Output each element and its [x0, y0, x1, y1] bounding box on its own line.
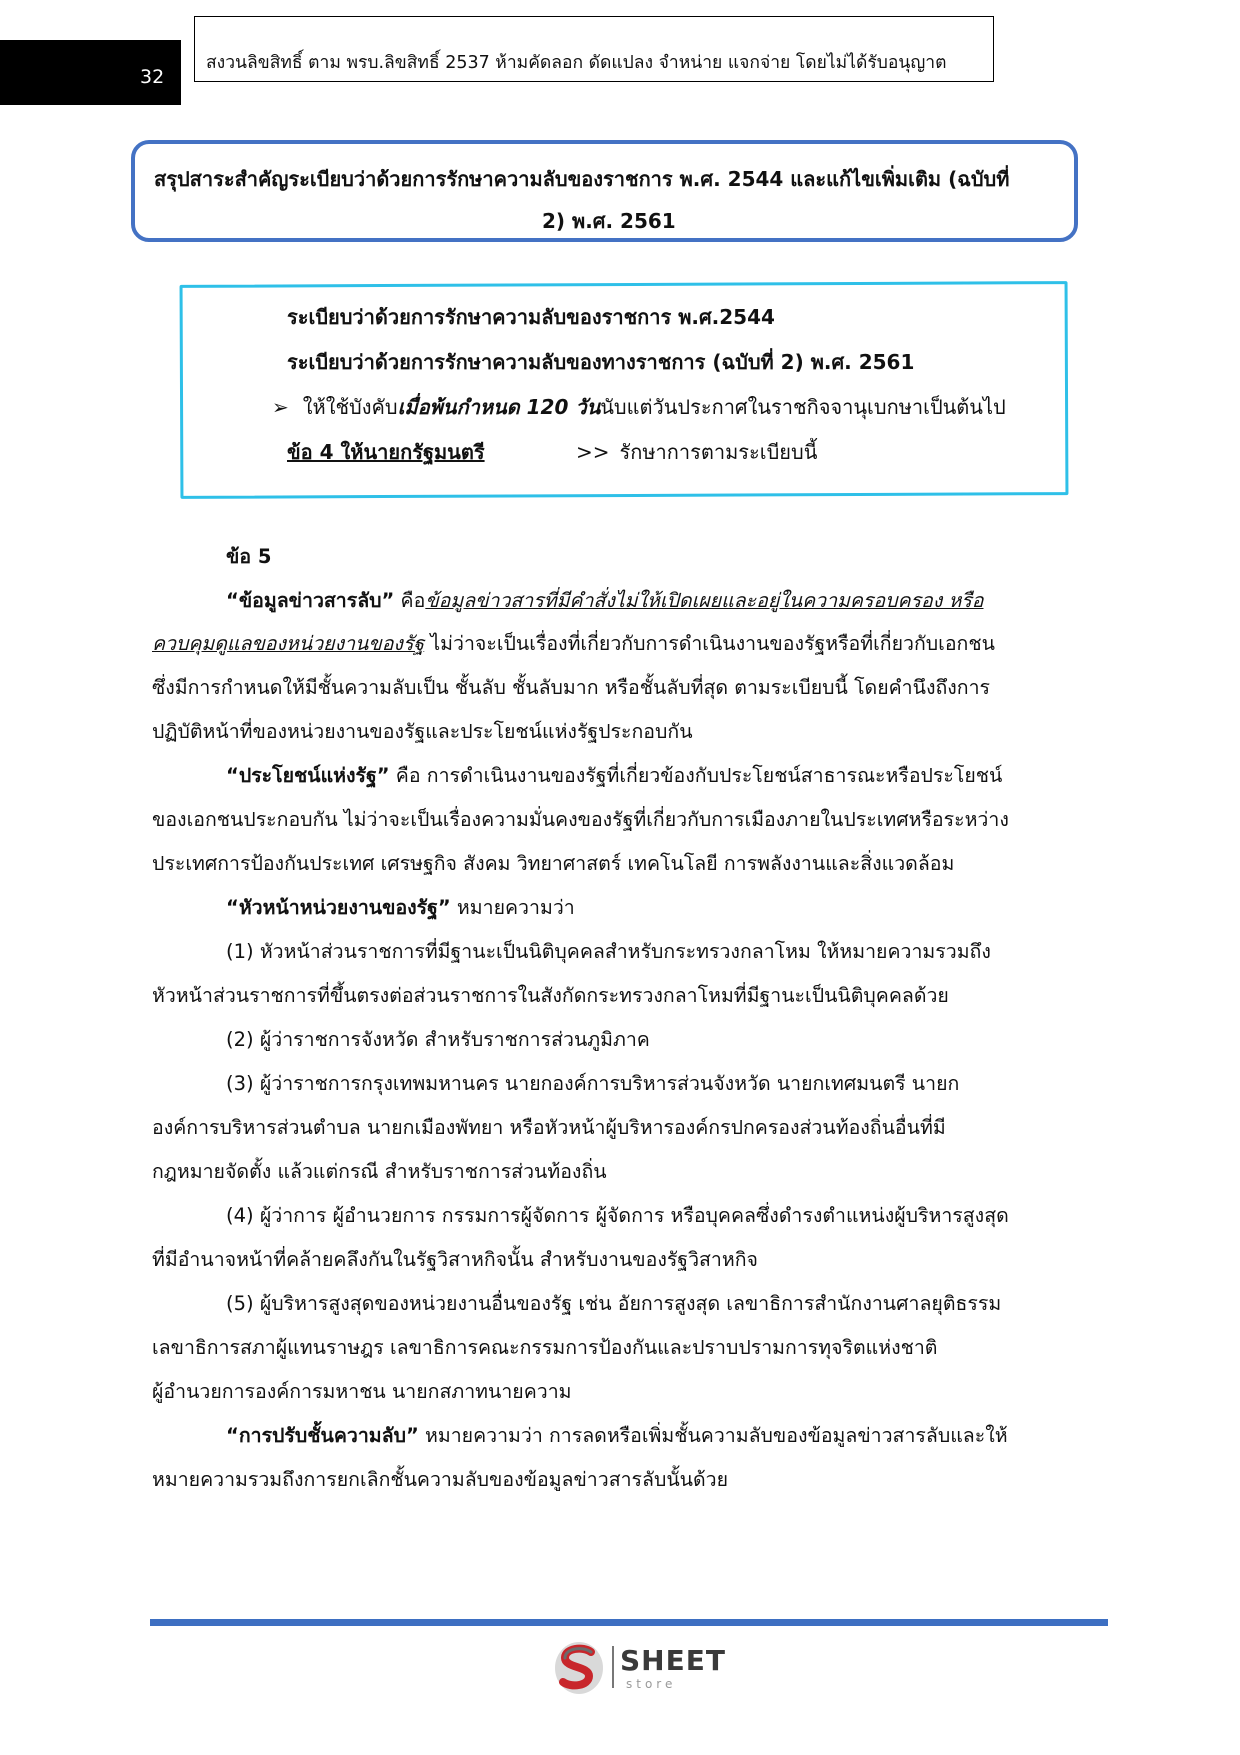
item3-line-1: (3) ผู้ว่าราชการกรุงเทพมหานคร นายกองค์การบริหารส่วนจังหวัด นายกเทศมนตรี นายก — [226, 1072, 960, 1095]
def4-line-1: “การปรับชั้นความลับ” หมายความว่า การลดหรือเพิ่มชั้นความลับของข้อมูลข่าวสารลับและให้ — [226, 1424, 1008, 1447]
logo-text: SHEET — [620, 1644, 726, 1677]
regulation-2561: ระเบียบว่าด้วยการรักษาความลับของทางราชการ (ฉบับที่ 2) พ.ศ. 2561 — [287, 350, 915, 374]
title-line-1: สรุปสาระสำคัญระเบียบว่าด้วยการรักษาความลับของราชการ พ.ศ. 2544 และแก้ไขเพิ่มเติม (ฉบับที่ — [154, 167, 1010, 191]
clause4-detail — [576, 436, 817, 468]
arrow-bullet-icon: ➢ — [272, 395, 289, 419]
footer-rule — [150, 1619, 1108, 1626]
enforcement-bullet — [272, 391, 1006, 423]
item3-line-3: กฎหมายจัดตั้ง แล้วแต่กรณี สำหรับราชการส่วนท้องถิ่น — [152, 1160, 607, 1183]
item1-line-2: หัวหน้าส่วนราชการที่ขึ้นตรงต่อส่วนราชการในสังกัดกระทรวงกลาโหมที่มีฐานะเป็นนิติบุคคลด้วย — [152, 984, 949, 1007]
def2-term: “ประโยชน์แห่งรัฐ” — [226, 764, 390, 787]
regulation-2544: ระเบียบว่าด้วยการรักษาความลับของราชการ พ.ศ.2544 — [287, 305, 775, 329]
logo-subtext: store — [626, 1677, 677, 1691]
def1-underlined-a: ข้อมูลข่าวสารที่มีคำสั่งไม่ให้เปิดเผยและอยู่ในความครอบครอง หรือ — [425, 589, 984, 612]
enforcement-emphasis: เมื่อพ้นกำหนด 120 วัน — [397, 395, 601, 419]
def1-line-4: ปฏิบัติหน้าที่ของหน่วยงานของรัฐและประโยชน์แห่งรัฐประกอบกัน — [152, 720, 693, 743]
item2-line-1: (2) ผู้ว่าราชการจังหวัด สำหรับราชการส่วนภูมิภาค — [226, 1028, 650, 1051]
def4-term: “การปรับชั้นความลับ” — [226, 1424, 419, 1447]
def1-term: “ข้อมูลข่าวสารลับ” — [226, 589, 395, 612]
def3-line-1: “หัวหน้าหน่วยงานของรัฐ” หมายความว่า — [226, 896, 575, 919]
sheet-store-s-icon — [553, 1640, 605, 1696]
def2-line-1: “ประโยชน์แห่งรัฐ” คือ การดำเนินงานของรัฐที่เกี่ยวข้องกับประโยชน์สาธารณะหรือประโยชน์ — [226, 764, 1003, 787]
item5-line-1: (5) ผู้บริหารสูงสุดของหน่วยงานอื่นของรัฐ เช่น อัยการสูงสุด เลขาธิการสำนักงานศาลยุติธรรม — [226, 1292, 1002, 1315]
def4-line-2: หมายความรวมถึงการยกเลิกชั้นความลับของข้อมูลข่าวสารลับนั้นด้วย — [152, 1468, 729, 1491]
item1-line-1: (1) หัวหน้าส่วนราชการที่มีฐานะเป็นนิติบุคคลสำหรับกระทรวงกลาโหม ให้หมายความรวมถึง — [226, 940, 991, 963]
enforcement-post: นับแต่วันประกาศในราชกิจจานุเบกษาเป็นต้นไป — [600, 395, 1006, 419]
item5-line-2: เลขาธิการสภาผู้แทนราษฎร เลขาธิการคณะกรรมการป้องกันและปราบปรามการทุจริตแห่งชาติ — [152, 1336, 938, 1359]
enforcement-pre: ให้ใช้บังคับ — [302, 395, 398, 419]
item5-line-3: ผู้อำนวยการองค์การมหาชน นายกสภาทนายความ — [152, 1380, 572, 1403]
def1-line-3: ซึ่งมีการกำหนดให้มีชั้นความลับเป็น ชั้นลับ ชั้นลับมาก หรือชั้นลับที่สุด ตามระเบียบนี้ โดยคำนึงถึงการ — [152, 676, 991, 699]
title-line-2: 2) พ.ศ. 2561 — [542, 209, 676, 233]
item3-line-2: องค์การบริหารส่วนตำบล นายกเมืองพัทยา หรือหัวหน้าผู้บริหารองค์กรปกครองส่วนท้องถิ่นอื่นที่มี — [152, 1116, 946, 1139]
clause4-text: รักษาการตามระเบียบนี้ — [619, 440, 818, 464]
item4-line-2: ที่มีอำนาจหน้าที่คล้ายคลึงกันในรัฐวิสาหกิจนั้น สำหรับงานของรัฐวิสาหกิจ — [152, 1248, 758, 1271]
def2-line-2: ของเอกชนประกอบกัน ไม่ว่าจะเป็นเรื่องความมั่นคงของรัฐที่เกี่ยวกับการเมืองภายในประเทศหรือระหว่าง — [152, 808, 1009, 831]
def2-line-3: ประเทศการป้องกันประเทศ เศรษฐกิจ สังคม วิทยาศาสตร์ เทคโนโลยี การพลังงานและสิ่งแวดล้อม — [152, 852, 955, 875]
clause4-arrow: >> — [576, 440, 610, 464]
def1-line-1: “ข้อมูลข่าวสารลับ” คือข้อมูลข่าวสารที่มีคำสั่งไม่ให้เปิดเผยและอยู่ในความครอบครอง หรือ — [226, 589, 984, 612]
clause4-label: ข้อ 4 ให้นายกรัฐมนตรี — [287, 440, 485, 464]
clause5-heading: ข้อ 5 — [226, 545, 272, 568]
page-number: 32 — [140, 66, 165, 88]
def1-line-2: ควบคุมดูแลของหน่วยงานของรัฐ ไม่ว่าจะเป็นเรื่องที่เกี่ยวกับการดำเนินงานของรัฐหรือที่เกี่ยวกับเอกชน — [152, 632, 995, 655]
item4-line-1: (4) ผู้ว่าการ ผู้อำนวยการ กรรมการผู้จัดการ ผู้จัดการ หรือบุคคลซึ่งดำรงตำแหน่งผู้บริหารสูงสุด — [226, 1204, 1009, 1227]
logo-divider — [612, 1646, 614, 1688]
def3-term: “หัวหน้าหน่วยงานของรัฐ” — [226, 896, 451, 919]
def1-underlined-b: ควบคุมดูแลของหน่วยงานของรัฐ — [152, 632, 425, 655]
copyright-notice: สงวนลิขสิทธิ์ ตาม พรบ.ลิขสิทธิ์ 2537 ห้ามคัดลอก ดัดแปลง จำหน่าย แจกจ่าย โดยไม่ได้รับอนุญาต — [206, 53, 947, 73]
